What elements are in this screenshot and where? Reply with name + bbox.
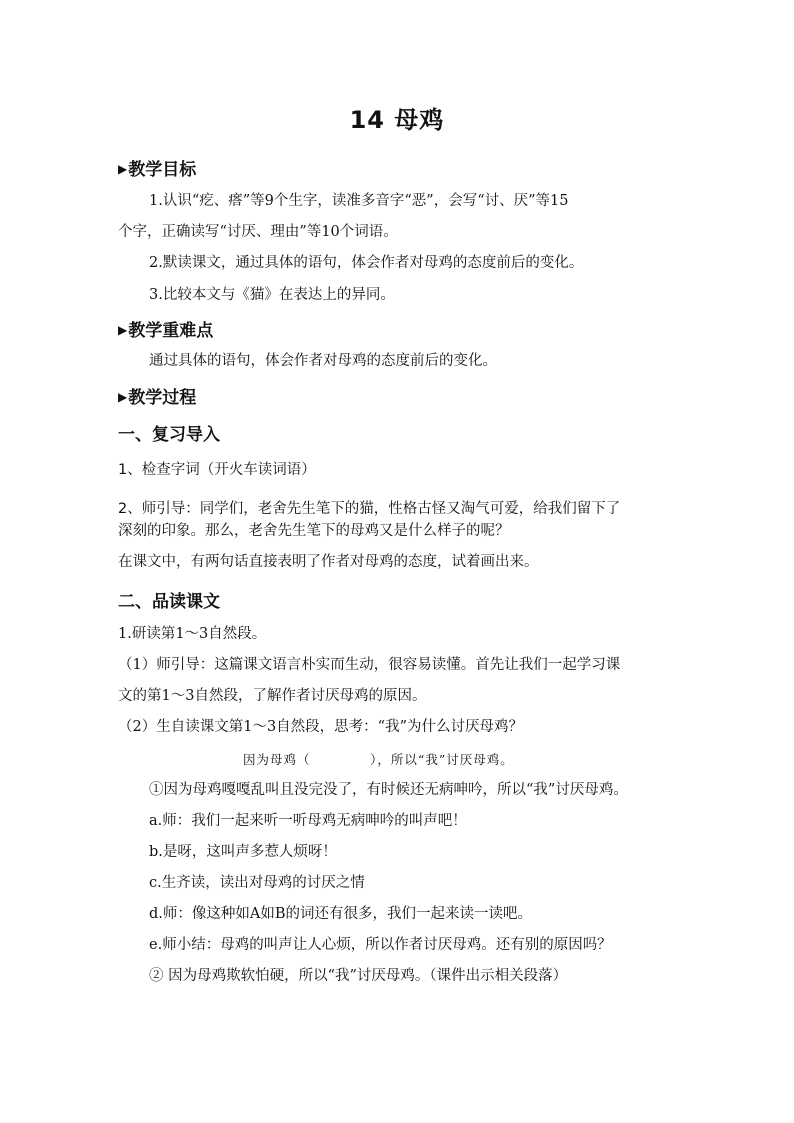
part1-item2-line1: 2、师引导：同学们，老舍先生笔下的猫，性格古怪又淘气可爱，给我们留下了 xyxy=(118,501,621,517)
part1-item1: 1、检查字词（开火车读词语） xyxy=(118,462,316,478)
step-e: e.师小结：母鸡的叫声让人心烦，所以作者讨厌母鸡。还有别的原因吗？ xyxy=(149,937,612,953)
fill-in-blank: 因为母鸡（ ），所以“我”讨厌母鸡。 xyxy=(243,752,514,767)
key-heading: ▶教学重难点 xyxy=(118,321,214,341)
reason-1: ①因为母鸡嘎嘎乱叫且没完没了，有时候还无病呻吟，所以“我”讨厌母鸡。 xyxy=(149,782,628,798)
step-b: b.是呀，这叫声多惹人烦呀！ xyxy=(149,844,337,860)
triangle-bullet-icon: ▶ xyxy=(118,390,128,404)
part2-heading: 二、品读课文 xyxy=(118,592,220,612)
triangle-bullet-icon: ▶ xyxy=(118,162,128,176)
goal-line-3: 2.默读课文，通过具体的语句，体会作者对母鸡的态度前后的变化。 xyxy=(149,255,584,271)
step-c: c.生齐读，读出对母鸡的讨厌之情 xyxy=(149,875,365,891)
part2-sub1-line2: 文的第1～3自然段，了解作者讨厌母鸡的原因。 xyxy=(118,688,427,704)
reason-2: ② 因为母鸡欺软怕硬，所以“我”讨厌母鸡。（课件出示相关段落） xyxy=(149,968,568,984)
part2-sub2: （2）生自读课文第1～3自然段，思考：“我”为什么讨厌母鸡？ xyxy=(118,719,523,735)
goal-line-4: 3.比较本文与《猫》在表达上的异同。 xyxy=(149,287,395,303)
goal-line-2: 个字，正确读写“讨厌、理由”等10个词语。 xyxy=(118,224,398,240)
key-text: 通过具体的语句，体会作者对母鸡的态度前后的变化。 xyxy=(149,353,497,369)
goal-line-1: 1.认识“疙、瘩”等9个生字，读准多音字“恶”，会写“讨、厌”等15 xyxy=(149,193,569,209)
page-title: 14 母鸡 xyxy=(349,106,445,134)
step-a: a.师：我们一起来听一听母鸡无病呻吟的叫声吧！ xyxy=(149,813,467,829)
step-d: d.师：像这种如A如B的词还有很多，我们一起来读一读吧。 xyxy=(149,906,533,922)
part1-heading: 一、复习导入 xyxy=(118,425,220,445)
part2-step1: 1.研读第1～3自然段。 xyxy=(118,626,267,642)
part1-item3: 在课文中，有两句话直接表明了作者对母鸡的态度，试着画出来。 xyxy=(118,554,539,570)
process-heading: ▶教学过程 xyxy=(118,388,197,408)
part1-item2-line2: 深刻的印象。那么，老舍先生笔下的母鸡又是什么样子的呢？ xyxy=(118,523,510,539)
triangle-bullet-icon: ▶ xyxy=(118,323,128,337)
part2-sub1-line1: （1）师引导：这篇课文语言朴实而生动，很容易读懂。首先让我们一起学习课 xyxy=(118,657,621,673)
goals-heading: ▶教学目标 xyxy=(118,160,197,180)
